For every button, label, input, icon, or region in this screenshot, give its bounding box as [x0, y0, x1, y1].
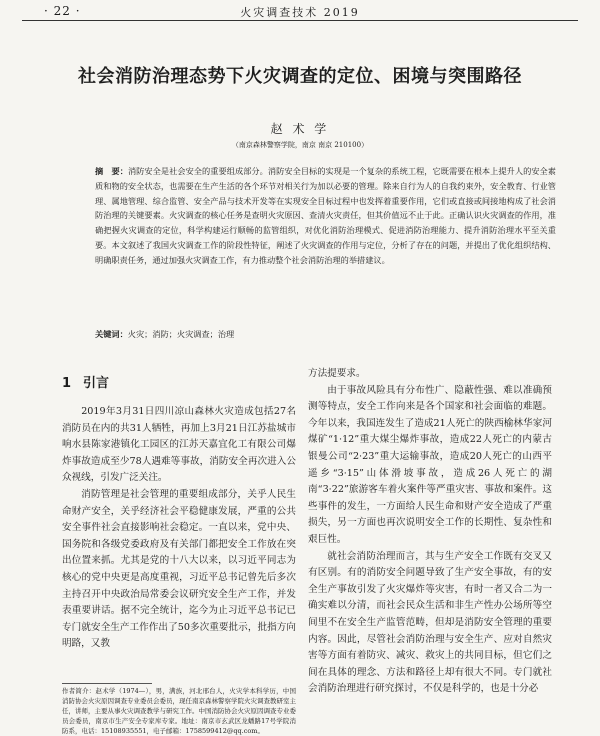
keywords-label: 关键词： — [95, 329, 128, 339]
author-name: 赵 术 学 — [270, 122, 330, 136]
abstract-label: 摘 要： — [95, 166, 128, 176]
body-paragraph: 2019年3月31日四川凉山森林火灾造成包括27名消防员在内的共31人牺牲，再加上3月21日江苏盐城市响水县陈家港镇化工园区的江苏天嘉宜化工有限公司爆炸事故造成至少78人遇难等事故，消防安全再次进入公众视线，引发广泛关注。 — [62, 406, 296, 484]
keywords — [95, 327, 556, 341]
section-title: 引言 — [83, 376, 110, 391]
body-right-column — [308, 366, 552, 698]
body-paragraph: 就社会消防治理而言，其与生产安全工作既有交叉又有区别。有的消防安全问题导致了生产安全事故，有的安全生产事故引发了火灾爆炸等灾害，有时一者又合二为一确实难以分清，而社会民众生活和非生产性办公场所等空间里不在安全生产监管范畴，但却是消防安全管理的重要内容。因此，尽管社会消防治理与安全生产、应对自然灾害等方面有着防灾、减灾、救灾上的共同目标，但它们之间在具体的理念、方法和路径上却有很大不同。专门就社会消防治理进行研究探讨，不仅是科学的，也是十分必 — [308, 550, 552, 695]
journal-name: 火灾调查技术 2019 — [240, 6, 360, 19]
abstract — [95, 164, 556, 268]
header-rule — [22, 20, 578, 21]
keywords-text: 火灾；消防；火灾调查；治理 — [127, 329, 235, 339]
section-number: 1 — [62, 376, 72, 391]
article-title: 社会消防治理态势下火灾调查的定位、困境与突围路径 — [78, 66, 522, 87]
body-paragraph: 由于事故风险具有分布性广、隐蔽性强、难以准确预测等特点，安全工作向来是各个国家和社会面临的难题。今年以来，我国连发生了造成21人死亡的陕西榆林华家河煤矿“1·12”重大煤尘爆炸事故，造成22人死亡的内蒙古银曼公司“2·23”重大运输事故，造成20人死亡的山西平遥乡“3·15”山体滑坡事故，造成26人死亡的湖南“3·22”旅游客车着火案件等严重灾害、事故和案件。这些事件的发生，一方面给人民生命和财产安全造成了严重损失，另一方面也再次说明安全工作的长期性、复杂性和艰巨性。 — [308, 384, 552, 545]
section-heading — [62, 372, 109, 391]
footnote-rule — [62, 683, 152, 684]
page-number: · 22 · — [44, 4, 81, 18]
page-header — [22, 4, 578, 20]
body-paragraph: 方法提要求。 — [308, 368, 366, 379]
abstract-text: 消防安全是社会安全的重要组成部分。消防安全目标的实现是一个复杂的系统工程，它既需要在根本上提升人的安全素质和物的安全状态，也需要在生产生活的各个环节对相关行为加以必要的管理。除来自行为人的自我约束外，安全教育、行业管理、属地管理、综合监管、安全产品与技术开发等在实现安全目标过程中也发挥着重要作用，它们或直接或间接地构成了社会消防治理的关键要素。火灾调查的核心任务是查明火灾原因、查清火灾责任，但其价值远不止于此。正确认识火灾调查的作用，准确把握火灾调查的定位，科学构建运行顺畅的监管组织，对优化消防治理模式、促进消防治理能力、提升消防治理水平至关重要。本文叙述了我国火灾调查工作的阶段性特征，阐述了火灾调查的作用与定位，分析了存在的问题，并提出了优化组织结构、明确职责任务，通过加强火灾调查工作，有力推动整个社会消防治理的举措建议。 — [95, 166, 556, 265]
author-footnote: 作者简介：赵术学（1974—），男，满族，河北邢台人，火灾学本科学历，中国消防协会火灾原因调查专业委员会委员，现任南京森林警察学院火灾调查教研室主任，讲师，主要从事火灾调查教学与研究工作。中国消防协会火灾原因调查专业委员会委员，南京市生产安全专家库专家。地址：南京市玄武区龙蟠路17号学院消防系，电话：15108935551，电子邮箱：1758599412@qq.com。 — [62, 687, 296, 735]
author-affiliation: （南京森林警察学院，南京 南京 210100） — [231, 141, 369, 149]
body-paragraph: 消防管理是社会管理的重要组成部分，关乎人民生命财产安全，关乎经济社会平稳健康发展，严重的公共安全事件社会直接影响社会稳定。一直以来，党中央、国务院和各级党委政府及有关部门都把安全工作放在突出位置来抓。尤其是党的十八大以来，以习近平同志为核心的党中央更是高度重视，习近平总书记曾先后多次主持召开中央政治局常委会议研究安全生产工作，并发表重要讲话。据不完全统计，迄今为止习近平总书记已专门就安全生产工作作出了50多次重要批示，批指方向明路，又教 — [62, 488, 296, 650]
body-left-column — [62, 404, 296, 653]
